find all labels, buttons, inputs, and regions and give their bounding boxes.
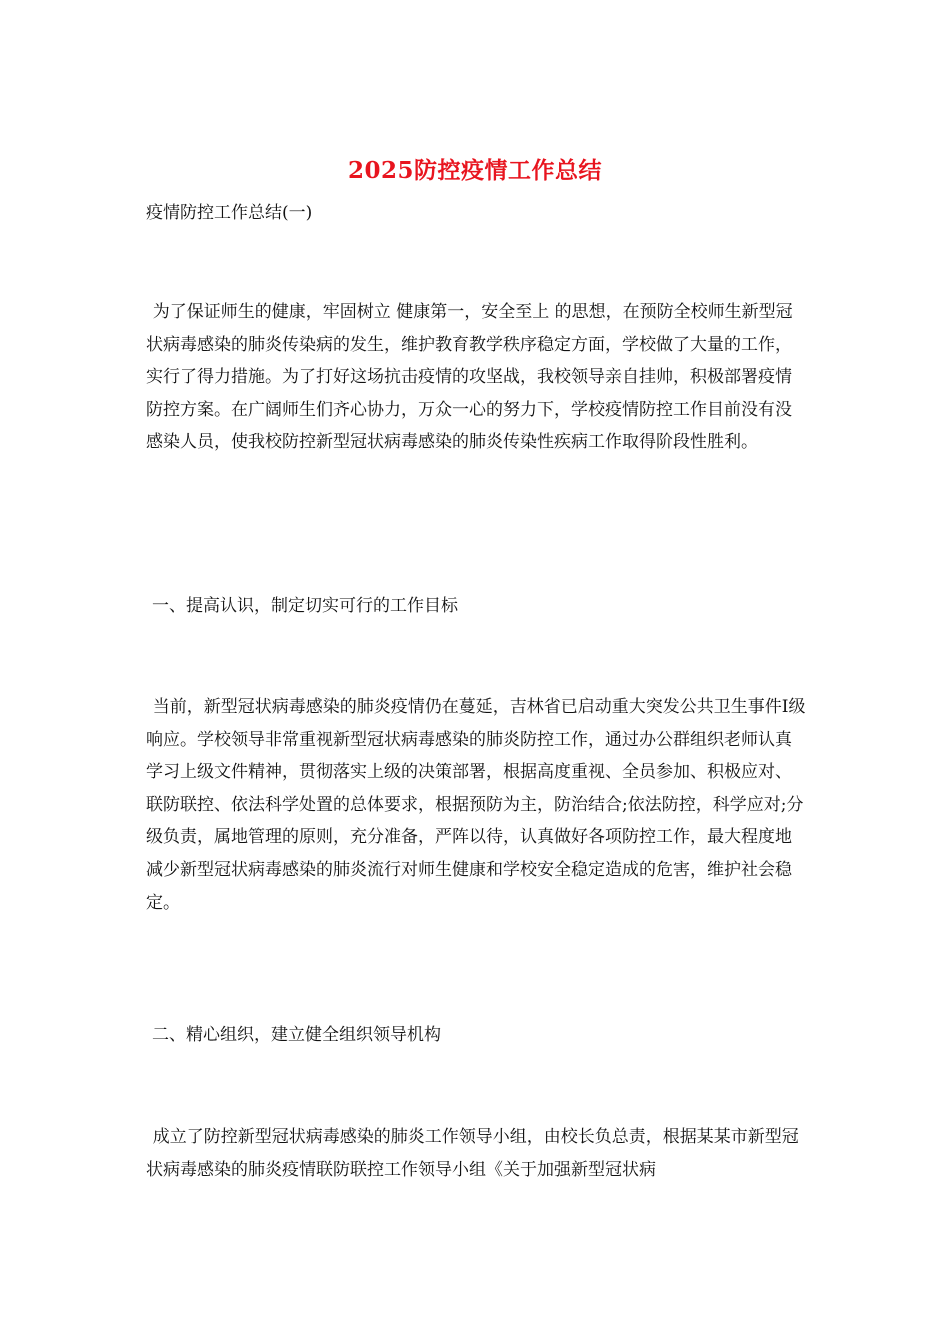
section-heading-2: 二、精心组织，建立健全组织领导机构 (152, 1025, 441, 1045)
document-subtitle: 疫情防控工作总结(一) (146, 203, 313, 223)
intro-paragraph: 为了保证师生的健康，牢固树立 健康第一，安全至上 的思想，在预防全校师生新型冠状病毒感染的肺炎传染病的发生，维护教育教学秩序稳定方面，学校做了大量的工作，实行了得力措施。为了打好这场抗击疫情的攻坚战，我校领导亲自挂帅，积极部署疫情防控方案。在广阔师生们齐心协力，万众一心的努力下，学校疫情防控工作目前没有没感染人员，使我校防控新型冠状病毒感染的肺炎传染性疾病工作取得阶段性胜利。 (146, 302, 793, 453)
section-paragraph-2: 成立了防控新型冠状病毒感染的肺炎工作领导小组，由校长负总责，根据某某市新型冠状病毒感染的肺炎疫情联防联控工作领导小组《关于加强新型冠状病 (146, 1127, 799, 1180)
document-title: 2025防控疫情工作总结 (347, 157, 602, 184)
section-paragraph-1: 当前，新型冠状病毒感染的肺炎疫情仍在蔓延，吉林省已启动重大突发公共卫生事件Ⅰ级响应。学校领导非常重视新型冠状病毒感染的肺炎防控工作，通过办公群组织老师认真学习上级文件精神，贯彻落实上级的决策部署，根据高度重视、全员参加、积极应对、联防联控、依法科学处置的总体要求，根据预防为主，防治结合;依法防控，科学应对;分级负责，属地管理的原则，充分准备，严阵以待，认真做好各项防控工作，最大程度地减少新型冠状病毒感染的肺炎流行对师生健康和学校安全稳定造成的危害，维护社会稳定。 (146, 697, 806, 913)
section-heading-1: 一、提高认识，制定切实可行的工作目标 (152, 596, 458, 616)
